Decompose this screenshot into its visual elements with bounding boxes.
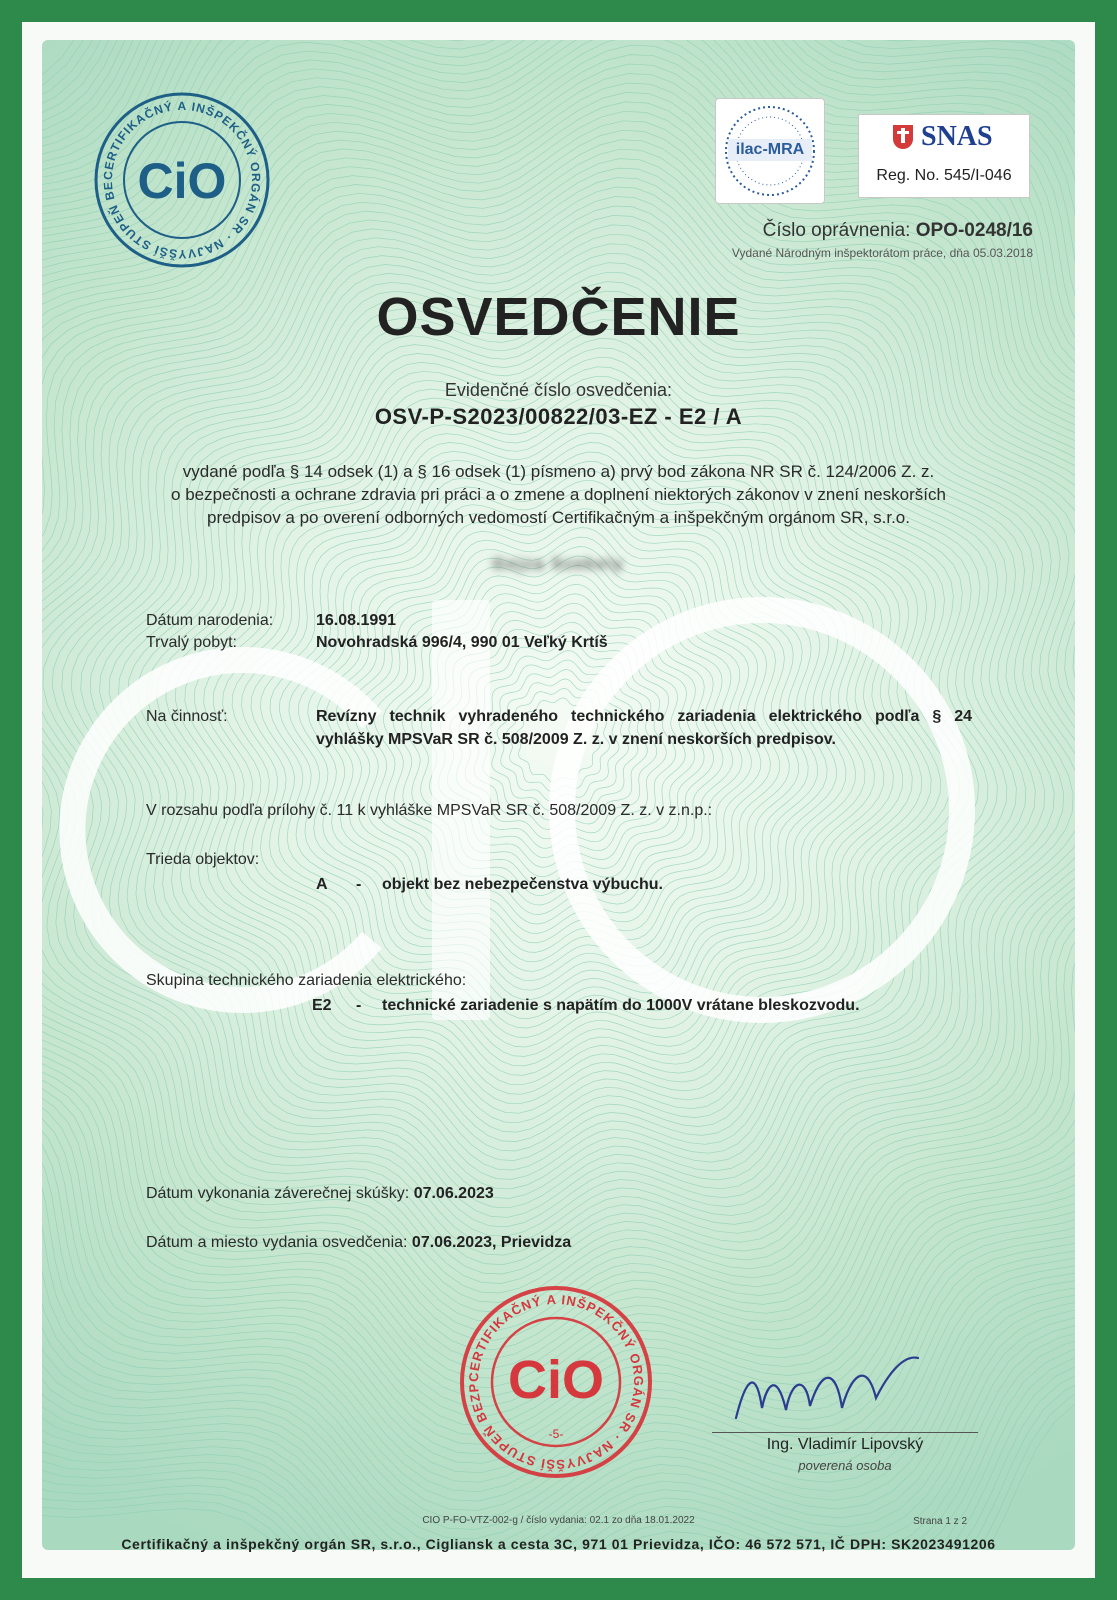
group-description: technické zariadenie s napätím do 1000V vrátane bleskozvodu. bbox=[382, 997, 860, 1014]
snas-logo bbox=[858, 114, 1030, 198]
group-label: Skupina technického zariadenia elektrického: bbox=[146, 972, 467, 989]
cio-seal-top bbox=[92, 90, 272, 270]
stamp-lettering: CERTIFIKAČNÝ A INŠPEKČNÝ ORGÁN SR · NAJVYŠŠÍ STUPEŇ BEZP bbox=[465, 1291, 647, 1473]
seal-lettering: CERTIFIKAČNÝ A INŠPEKČNÝ ORGÁN SR · NAJVYŠŠÍ STUPEŇ BE bbox=[100, 98, 264, 262]
residence-value: Novohradská 996/4, 990 01 Veľký Krtíš bbox=[316, 634, 608, 651]
signature-line bbox=[712, 1432, 978, 1433]
group-code: E2 bbox=[312, 997, 332, 1014]
footer-page-number: Strana 1 z 2 bbox=[913, 1516, 967, 1527]
stamp-number: -5- bbox=[548, 1427, 564, 1441]
activity-label: Na činnosť: bbox=[146, 708, 228, 725]
ilac-mra-logo bbox=[715, 98, 825, 204]
group-dash: - bbox=[356, 997, 362, 1014]
class-label: Trieda objektov: bbox=[146, 851, 260, 868]
intro-line-3: predpisov a po overení odborných vedomostí Certifikačným a inšpekčným orgánom SR, s.r.o. bbox=[206, 508, 910, 527]
certificate-title: OSVEDČENIE bbox=[376, 287, 741, 347]
scope-text: V rozsahu podľa prílohy č. 11 k vyhláške MPSVaR SR č. 508/2009 Z. z. v z.n.p.: bbox=[146, 802, 713, 819]
class-code: A bbox=[316, 876, 328, 893]
authorization-issued-by: Vydané Národným inšpektorátom práce, dňa 05.03.2018 bbox=[731, 246, 1033, 260]
exam-date-line bbox=[146, 1185, 494, 1203]
ilac-text: ilac-MRA bbox=[735, 141, 805, 158]
handwritten-signature bbox=[726, 1348, 926, 1428]
activity-line-1: Revízny technik vyhradeného technického zariadenia elektrického podľa § 24 bbox=[316, 708, 972, 725]
authorization-line bbox=[763, 220, 1033, 242]
signatory-role: poverená osoba bbox=[798, 1458, 892, 1473]
snas-text: SNAS bbox=[921, 121, 993, 152]
residence-label: Trvalý pobyt: bbox=[146, 634, 237, 651]
footer-form-code: CIO P-FO-VTZ-002-g / číslo vydania: 02.1 zo dňa 18.01.2022 bbox=[422, 1515, 695, 1526]
slovak-coat-of-arms-icon bbox=[893, 125, 913, 149]
intro-line-2: o bezpečnosti a ochrane zdravia pri práci a o zmene a doplnení niektorých zákonov v znení neskorších bbox=[171, 485, 946, 504]
intro-line-1: vydané podľa § 14 odsek (1) a § 16 odsek (1) písmeno a) prvý bod zákona NR SR č. 124/2006 Z. z. bbox=[182, 462, 935, 481]
issue-value: 07.06.2023, Prievidza bbox=[411, 1234, 572, 1251]
birth-value: 16.08.1991 bbox=[316, 612, 397, 629]
activity-line-2: vyhlášky MPSVaR SR č. 508/2009 Z. z. v znení neskorších predpisov. bbox=[316, 731, 836, 748]
authorization-number: OPO-0248/16 bbox=[915, 220, 1033, 241]
certificate-number-label: Evidenčné číslo osvedčenia: bbox=[444, 380, 673, 400]
authorization-label: Číslo oprávnenia: bbox=[762, 220, 911, 241]
certificate-number: OSV-P-S2023/00822/03-EZ - E2 / A bbox=[374, 404, 743, 429]
class-dash: - bbox=[356, 876, 362, 893]
exam-label: Dátum vykonania záverečnej skúšky: bbox=[146, 1185, 410, 1202]
signatory-name: Ing. Vladimír Lipovský bbox=[766, 1436, 924, 1453]
footer-company: Certifikačný a inšpekčný orgán SR, s.r.o., Cigliansk a cesta 3C, 971 01 Prievidza, IČO: 46 572 571, IČ DPH: SK2023491206 bbox=[121, 1536, 996, 1552]
red-stamp-graphic bbox=[456, 1282, 656, 1482]
birth-label: Dátum narodenia: bbox=[146, 612, 274, 629]
holder-name: Gejza Szekely bbox=[492, 556, 625, 573]
stamp-cio-text: CiO bbox=[507, 1350, 605, 1410]
class-description: objekt bez nebezpečenstva výbuchu. bbox=[382, 876, 663, 893]
exam-value: 07.06.2023 bbox=[413, 1185, 494, 1202]
cio-seal-graphic bbox=[92, 90, 272, 270]
red-stamp bbox=[456, 1282, 656, 1482]
seal-cio-text: CiO bbox=[137, 153, 227, 209]
issue-date-line bbox=[146, 1234, 571, 1252]
snas-reg-number: Reg. No. 545/I-046 bbox=[876, 167, 1012, 184]
issue-label: Dátum a miesto vydania osvedčenia: bbox=[146, 1234, 408, 1251]
